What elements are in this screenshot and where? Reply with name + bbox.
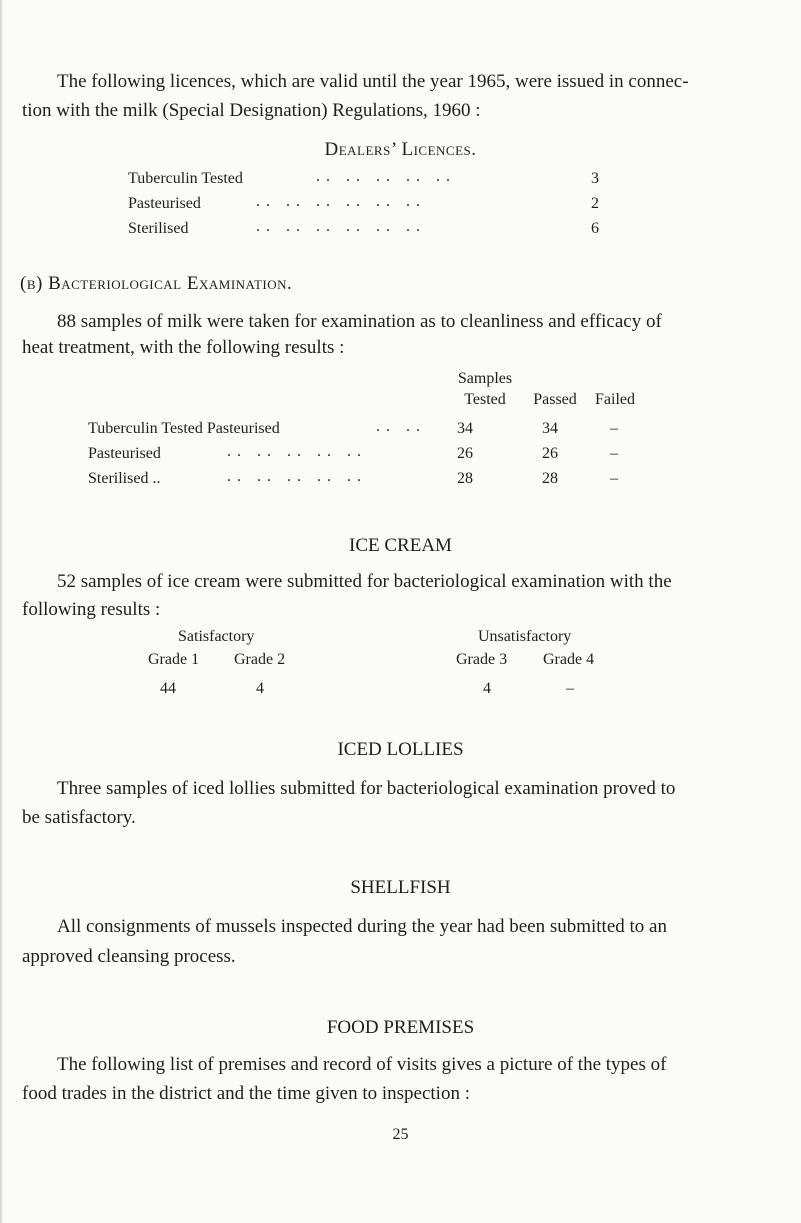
grade-4-value: –	[566, 680, 574, 697]
table-cell-tested: 28	[457, 470, 473, 487]
table-cell-tested: 26	[457, 445, 473, 462]
intro-line-1: The following licences, which are valid until the year 1965, were issued in connec-	[57, 71, 689, 92]
dealers-row-value: 6	[591, 220, 599, 237]
ice-cream-heading: ICE CREAM	[349, 535, 452, 556]
table-cell-passed: 28	[542, 470, 558, 487]
iced-lollies-line-2: be satisfactory.	[22, 807, 136, 828]
column-header-samples: Samples	[457, 370, 513, 387]
table-row-label: Sterilised ..	[88, 470, 161, 487]
food-premises-line-1: The following list of premises and record of visits gives a picture of the types of	[57, 1054, 667, 1075]
column-header-failed: Failed	[595, 391, 635, 408]
dealers-row-leader: .. .. .. .. .. ..	[256, 193, 426, 210]
satisfactory-label: Satisfactory	[178, 628, 255, 645]
dealers-row-label: Tuberculin Tested	[128, 170, 243, 187]
shellfish-line-2: approved cleansing process.	[22, 946, 236, 967]
table-cell-tested: 34	[457, 420, 473, 437]
table-cell-failed: –	[610, 470, 618, 487]
table-row-label: Pasteurised	[88, 445, 161, 462]
dealers-row-label: Sterilised	[128, 220, 189, 237]
bacteriological-heading: (b) Bacteriological Examination.	[20, 273, 293, 294]
dealers-row-value: 2	[591, 195, 599, 212]
column-header-passed: Passed	[533, 391, 577, 408]
bacteriological-line-2: heat treatment, with the following results :	[22, 337, 345, 358]
shellfish-line-1: All consignments of mussels inspected during the year had been submitted to an	[57, 916, 667, 937]
iced-lollies-heading: ICED LOLLIES	[337, 739, 464, 760]
table-cell-passed: 26	[542, 445, 558, 462]
ice-cream-line-2: following results :	[22, 599, 161, 620]
table-cell-passed: 34	[542, 420, 558, 437]
food-premises-line-2: food trades in the district and the time given to inspection :	[22, 1083, 470, 1104]
dealers-row-value: 3	[591, 170, 599, 187]
column-header-tested: Tested	[464, 391, 506, 408]
shellfish-heading: SHELLFISH	[350, 877, 451, 898]
grade-3-value: 4	[483, 680, 491, 697]
grade-1-value: 44	[160, 680, 176, 697]
food-premises-heading: FOOD PREMISES	[326, 1017, 475, 1038]
intro-line-2: tion with the milk (Special Designation) Regulations, 1960 :	[22, 100, 481, 121]
dealers-row-label: Pasteurised	[128, 195, 201, 212]
table-row-leader: .. ..	[376, 418, 426, 435]
ice-cream-line-1: 52 samples of ice cream were submitted for bacteriological examination with the	[57, 571, 672, 592]
dealers-licences-heading: Dealers’ Licences.	[324, 139, 477, 160]
dealers-row-leader: .. .. .. .. .. ..	[256, 218, 426, 235]
unsatisfactory-label: Unsatisfactory	[478, 628, 572, 645]
grade-4-label: Grade 4	[543, 651, 595, 668]
page-number: 25	[392, 1126, 409, 1143]
grade-2-label: Grade 2	[234, 651, 286, 668]
bacteriological-line-1: 88 samples of milk were taken for examination as to cleanliness and efficacy of	[57, 311, 662, 332]
dealers-row-leader: .. .. .. .. ..	[316, 168, 456, 185]
grade-2-value: 4	[256, 680, 264, 697]
table-cell-failed: –	[610, 445, 618, 462]
table-row-leader: .. .. .. .. ..	[227, 468, 367, 485]
iced-lollies-line-1: Three samples of iced lollies submitted for bacteriological examination proved to	[57, 778, 676, 799]
table-row-leader: .. .. .. .. ..	[227, 443, 367, 460]
table-cell-failed: –	[610, 420, 618, 437]
grade-1-label: Grade 1	[148, 651, 200, 668]
grade-3-label: Grade 3	[456, 651, 508, 668]
table-row-label: Tuberculin Tested Pasteurised	[88, 420, 280, 437]
